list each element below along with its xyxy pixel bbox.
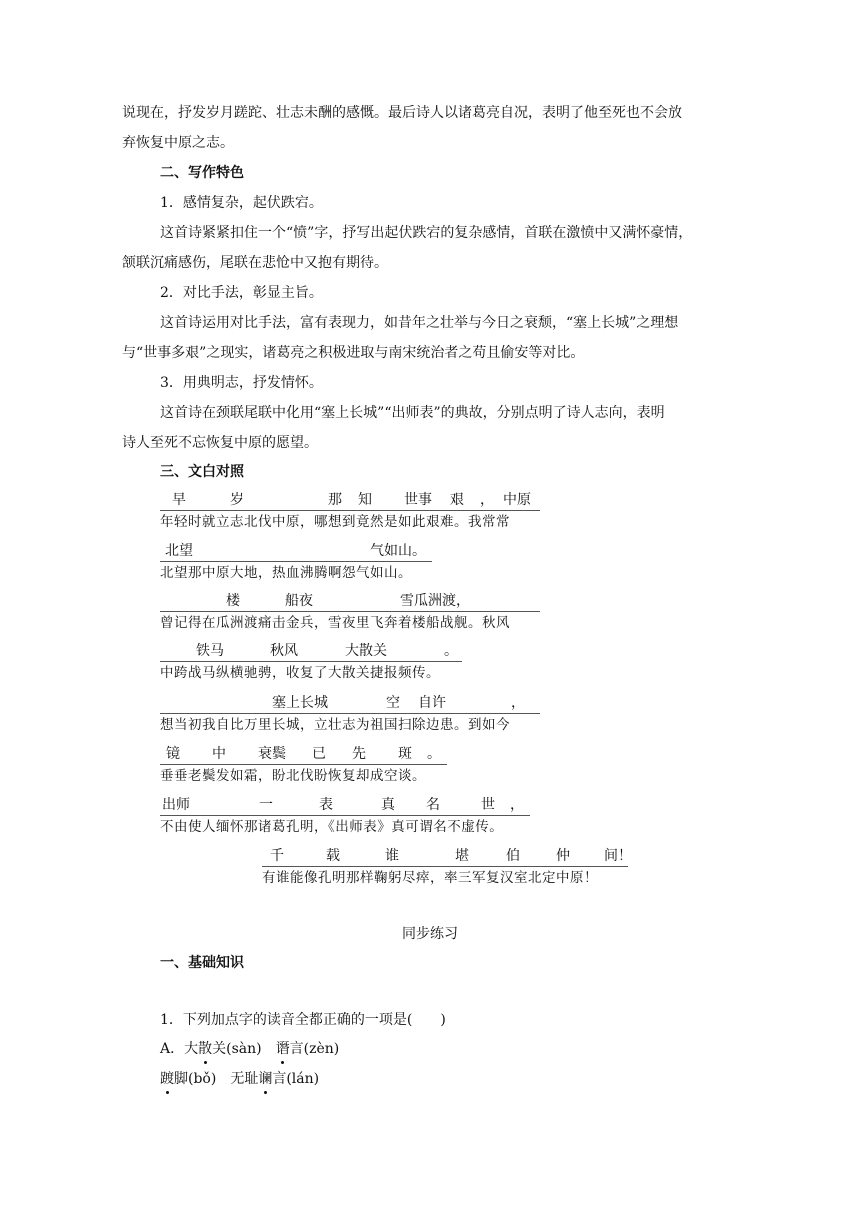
paragraph-line: 颔联沉痛感伤，尾联在悲怆中又抱有期待。 [122, 255, 388, 271]
option-text: 言(lán) [272, 1071, 320, 1087]
gloss-word: 一 [259, 797, 273, 813]
paragraph-line: 这首诗运用对比手法，富有表现力，如昔年之壮举与今日之衰颓，“塞上长城”之理想 [160, 315, 679, 331]
gloss-word: 大散关 [345, 643, 387, 659]
gloss-underline [160, 510, 540, 511]
gloss-word: 。 [444, 643, 458, 659]
gloss-word: 自许 [418, 695, 446, 711]
dotted-char: 谮 [275, 1041, 290, 1057]
gloss-word: 世事 [404, 492, 432, 508]
gloss-underline [160, 713, 540, 714]
gloss-word: 中 [212, 746, 226, 762]
gloss-word: 楼 [226, 593, 240, 609]
translation-line: 想当初我自比万里长城，立壮志为祖国扫除边患。到如今 [160, 717, 510, 733]
gloss-word: 铁马 [196, 643, 224, 659]
option-text: 脚(bǒ) 无耻 [174, 1071, 259, 1087]
gloss-word: 表 [319, 797, 333, 813]
subsection-heading: 2．对比手法，彰显主旨。 [160, 285, 323, 301]
gloss-underline [160, 611, 540, 612]
paragraph-line: 说现在，抒发岁月蹉跎、壮志未酬的感慨。最后诗人以诸葛亮自况，表明了他至死也不会放 [122, 105, 682, 121]
gloss-word: 秋风 [270, 643, 298, 659]
translation-line: 年轻时就立志北伐中原，哪想到竟然是如此艰难。我常常 [160, 514, 510, 530]
gloss-word: 衰鬓 [258, 746, 286, 762]
paragraph-line: 这首诗紧紧扣住一个“愤”字，抒写出起伏跌宕的复杂感情，首联在激愤中又满怀豪情， [160, 225, 693, 241]
translation-line: 曾记得在瓜洲渡痛击金兵，雪夜里飞奔着楼船战舰。秋风 [160, 615, 510, 631]
gloss-underline [160, 661, 462, 662]
gloss-word: 间！ [604, 848, 632, 864]
gloss-word: 北望 [165, 543, 193, 559]
gloss-word: 千 [270, 848, 284, 864]
paragraph-line: 诗人至死不忘恢复中原的愿望。 [122, 435, 318, 451]
gloss-word: 斑 [398, 746, 412, 762]
practice-title: 同步练习 [402, 926, 458, 942]
gloss-word: 真 [381, 797, 395, 813]
gloss-word: 早 [172, 492, 186, 508]
paragraph-line: 与“世事多艰”之现实，诸葛亮之积极进取与南宋统治者之苟且偷安等对比。 [122, 345, 585, 361]
gloss-word: ， [480, 492, 494, 508]
gloss-word: 已 [312, 746, 326, 762]
dotted-char: 踱 [160, 1071, 174, 1087]
dotted-char: 散 [198, 1041, 213, 1057]
gloss-word: 伯 [506, 848, 520, 864]
section-heading: 二、写作特色 [160, 165, 244, 181]
gloss-word: 空 [386, 695, 400, 711]
gloss-word: 塞上长城 [272, 695, 328, 711]
option-a [160, 1039, 339, 1059]
gloss-word: 出师 [162, 797, 190, 813]
gloss-word: 载 [326, 848, 340, 864]
question-stem: 1．下列加点字的读音全都正确的一项是( ) [160, 1012, 446, 1028]
section-heading: 三、文白对照 [160, 464, 244, 480]
translation-line: 垂垂老鬓发如霜，盼北伐盼恢复却成空谈。 [160, 768, 426, 784]
gloss-word: 雪瓜洲渡， [400, 593, 470, 609]
subsection-heading: 3．用典明志，抒发情怀。 [160, 375, 323, 391]
translation-line: 不由使人缅怀那诸葛孔明，《出师表》真可谓名不虚传。 [160, 819, 504, 835]
gloss-word: 知 [358, 492, 372, 508]
gloss-word: 先 [352, 746, 366, 762]
translation-line: 中跨战马纵横驰骋，收复了大散关捷报频传。 [160, 665, 440, 681]
dotted-char: 谰 [258, 1071, 273, 1087]
option-text: 言(zèn) [289, 1041, 340, 1057]
gloss-word: 仲 [556, 848, 570, 864]
gloss-underline [160, 561, 432, 562]
translation-line: 有谁能像孔明那样鞠躬尽瘁，率三军复汉室北定中原！ [262, 870, 598, 886]
subsection-heading: 1．感情复杂，起伏跌宕。 [160, 195, 323, 211]
option-text: 关(sàn) [212, 1041, 276, 1057]
gloss-word: 艰 [450, 492, 464, 508]
option-a-continued [160, 1069, 319, 1089]
paragraph-line: 弃恢复中原之志。 [122, 135, 234, 151]
gloss-word: 名 [426, 797, 440, 813]
paragraph-line: 这首诗在颈联尾联中化用“塞上长城”“出师表”的典故，分别点明了诗人志向，表明 [160, 405, 665, 421]
translation-line: 北望那中原大地，热血沸腾啊怨气如山。 [160, 565, 412, 581]
gloss-word: 那 [328, 492, 342, 508]
gloss-word: 岁 [230, 492, 244, 508]
gloss-word: ， [511, 695, 525, 711]
gloss-word: 船夜 [285, 593, 313, 609]
gloss-word: 堪 [455, 848, 469, 864]
gloss-underline [160, 764, 447, 765]
gloss-word: 气如山。 [370, 543, 426, 559]
option-a-prefix: A．大 [160, 1041, 199, 1057]
section-heading: 一、基础知识 [160, 955, 244, 971]
gloss-word: 。 [427, 746, 441, 762]
gloss-word: 中原 [503, 492, 531, 508]
gloss-underline [262, 866, 628, 867]
gloss-word: 世 [481, 797, 495, 813]
gloss-word: 谁 [385, 848, 399, 864]
gloss-underline [160, 815, 530, 816]
gloss-word: ， [510, 797, 524, 813]
gloss-word: 镜 [166, 746, 180, 762]
